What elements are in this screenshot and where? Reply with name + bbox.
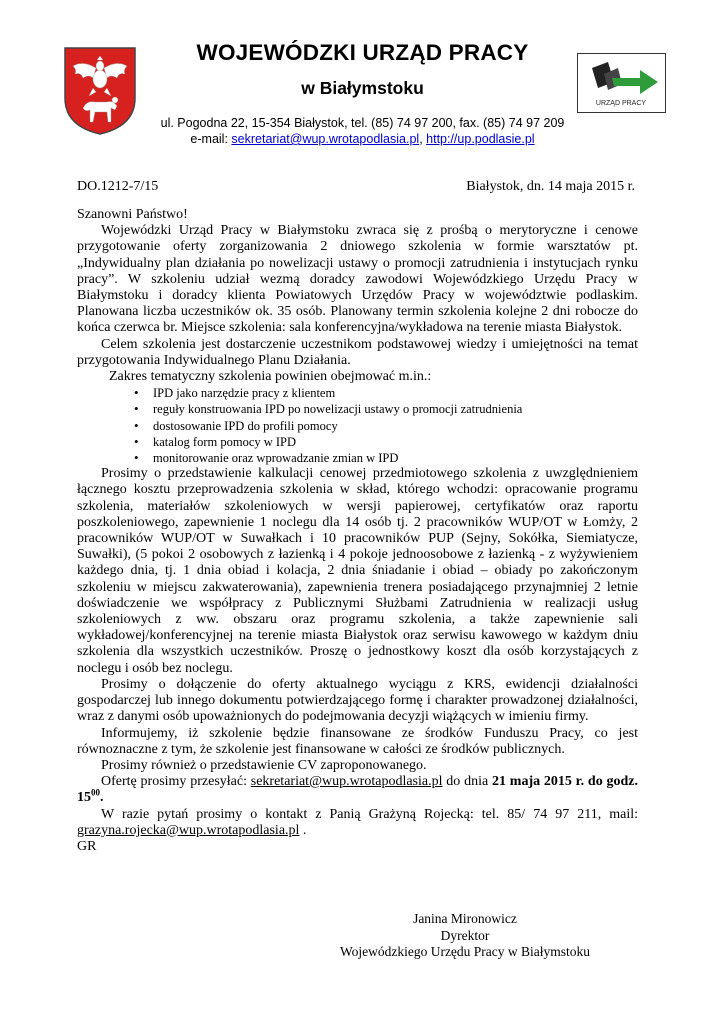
office-title: WOJEWÓDZKI URZĄD PRACY bbox=[196, 40, 529, 65]
contact-text: W razie pytań prosimy o kontakt z Panią Grażyną Rojecką: tel. 85/ 74 97 211, mail: bbox=[101, 806, 638, 822]
coat-of-arms-icon bbox=[63, 46, 137, 136]
signature-block bbox=[330, 911, 600, 961]
list-item: • IPD jako narzędzie pracy z klientem bbox=[77, 385, 638, 401]
list-item: • dostosowanie IPD do profili pomocy bbox=[77, 418, 638, 434]
office-email-link[interactable]: sekretariat@wup.wrotapodlasia.pl bbox=[231, 132, 420, 146]
deadline-minutes: 00 bbox=[91, 787, 100, 798]
scope-intro: Zakres tematyczny szkolenia powinien obejmować m.in.: bbox=[109, 369, 432, 385]
deadline-period: . bbox=[100, 790, 104, 806]
document-date: Białystok, dn. 14 maja 2015 r. bbox=[466, 179, 635, 194]
paragraph-deadline bbox=[77, 774, 638, 806]
deadline-text: Ofertę prosimy przesyłać: bbox=[101, 774, 251, 790]
email-label: e-mail: bbox=[190, 132, 232, 146]
logo-caption: URZĄD PRACY bbox=[595, 100, 647, 107]
paragraph-goal: Celem szkolenia jest dostarczenie uczestnikom podstawowej wiedzy i umiejętności na temat przygotowania Indywidualnego Planu Działania. bbox=[77, 336, 638, 368]
office-contact bbox=[140, 115, 585, 147]
signatory-office: Wojewódzkiego Urzędu Pracy w Białymstoku bbox=[339, 944, 591, 960]
office-address: ul. Pogodna 22, 15-354 Białystok, tel. (85) 74 97 200, fax. (85) 74 97 209 bbox=[160, 116, 565, 130]
list-item: • reguły konstruowania IPD po nowelizacji ustawy o promocji zatrudnienia bbox=[77, 401, 638, 417]
paragraph-financing: Informujemy, iż szkolenie będzie finansowane ze środków Funduszu Pracy, co jest równoznaczne z tym, że szkolenie jest finansowane w całości ze środków publicznych. bbox=[77, 725, 638, 757]
paragraph-intro: Wojewódzki Urząd Pracy w Białymstoku zwraca się z prośbą o merytoryczne i cenowe przygotowanie oferty zorganizowania 2 dniowego szkolenia w formie warsztatów pt. „Indywidualny plan działania po nowelizacji ustawy o promocji zatrudnienia i instytucjach rynku pracy”. W szkoleniu udział wezmą doradcy zawodowi Wojewódzkiego Urzędu Pracy w Białymstoku i doradcy klienta Powiatowych Urzędów Pracy w województwie podlaskim. Planowana liczba uczestników ok. 35 osób. Planowany termin szkolenia kolejne 2 dni robocze do końca czerwca br. Miejsce szkolenia: sala konferencyjna/wykładowa na terenie miasta Białystok. bbox=[77, 223, 638, 336]
contact-separator: , bbox=[419, 132, 427, 146]
urzad-pracy-logo bbox=[577, 53, 666, 113]
paragraph-costs: Prosimy o przedstawienie kalkulacji cenowej przedmiotowego szkolenia z uwzględnieniem łącznego kosztu przeprowadzenia szkolenia w skład, którego wchodzi: opracowanie programu szkolenia, materiałów szkoleniowych w wersji papierowej, certyfikatów oraz raportu poszkoleniowego, zapewnienie 1 noclegu dla 14 osób tj. 2 pracowników WUP/OT w Łomży, 2 pracowników WUP/OT w Suwałkach i 10 pracowników PUP (Sejny, Sokółka, Siemiatycze, Suwałki), (5 pokoi 2 osobowych z łazienką i 4 pokoje jednoosobowe z łazienką - z wyżywieniem każdego dnia, tj. 1 dnia obiad i kolacja, 2 dnia śniadanie i obiad – obiady po zakończonym szkoleniu w miejscu zakwaterowania), zapewnienia trenera posiadającego przynajmniej 2 letnie doświadczenie we współpracy z Publicznymi Służbami Zatrudnienia w realizacji usług szkoleniowych z ww. obszaru oraz programu szkolenia, a także zapewnienie sali wykładowej/konferencyjnej na terenie miasta Białystok oraz serwisu kawowego w każdym dniu szkolenia dla wszystkich uczestników. Proszę o jednostkowy koszt dla osób korzystających z noclegu i osób bez noclegu. bbox=[77, 466, 638, 676]
urzad-pracy-logo-icon bbox=[578, 54, 665, 112]
contact-email-link[interactable]: grazyna.rojecka@wup.wrotapodlasia.pl bbox=[77, 822, 300, 838]
paragraph-contact bbox=[77, 807, 638, 839]
deadline-connector: do dnia bbox=[442, 774, 492, 790]
submission-email-link[interactable]: sekretariat@wup.wrotapodlasia.pl bbox=[250, 774, 443, 790]
document-reference: DO.1212-7/15 bbox=[77, 179, 159, 194]
initials: GR bbox=[77, 838, 97, 854]
office-subtitle: w Białymstoku bbox=[301, 78, 424, 98]
letter-body bbox=[77, 207, 638, 855]
greeting: Szanowni Państwo! bbox=[77, 207, 188, 222]
paragraph-documents: Prosimy o dołączenie do oferty aktualnego wyciągu z KRS, ewidencji działalności gospodarczej lub innego dokumentu potwierdzającego formę i charakter prowadzonej działalności, wraz z danymi osób upoważnionych do podejmowania decyzji wiążących w imieniu firmy. bbox=[77, 676, 638, 725]
office-website-link[interactable]: http://up.podlasie.pl bbox=[426, 132, 535, 146]
scope-list bbox=[77, 385, 638, 466]
signatory-position: Dyrektor bbox=[440, 927, 490, 943]
signatory-name: Janina Mironowicz bbox=[413, 911, 517, 926]
contact-end: . bbox=[299, 822, 307, 838]
list-item: • katalog form pomocy w IPD bbox=[77, 434, 638, 450]
deadline-date-text: 21 maja 2015 r. do godz. 15 bbox=[77, 774, 638, 806]
paragraph-cv: Prosimy również o przedstawienie CV zaproponowanego. bbox=[101, 757, 427, 773]
office-email-line bbox=[140, 131, 585, 147]
list-item: • monitorowanie oraz wprowadzanie zmian w IPD bbox=[77, 450, 638, 466]
